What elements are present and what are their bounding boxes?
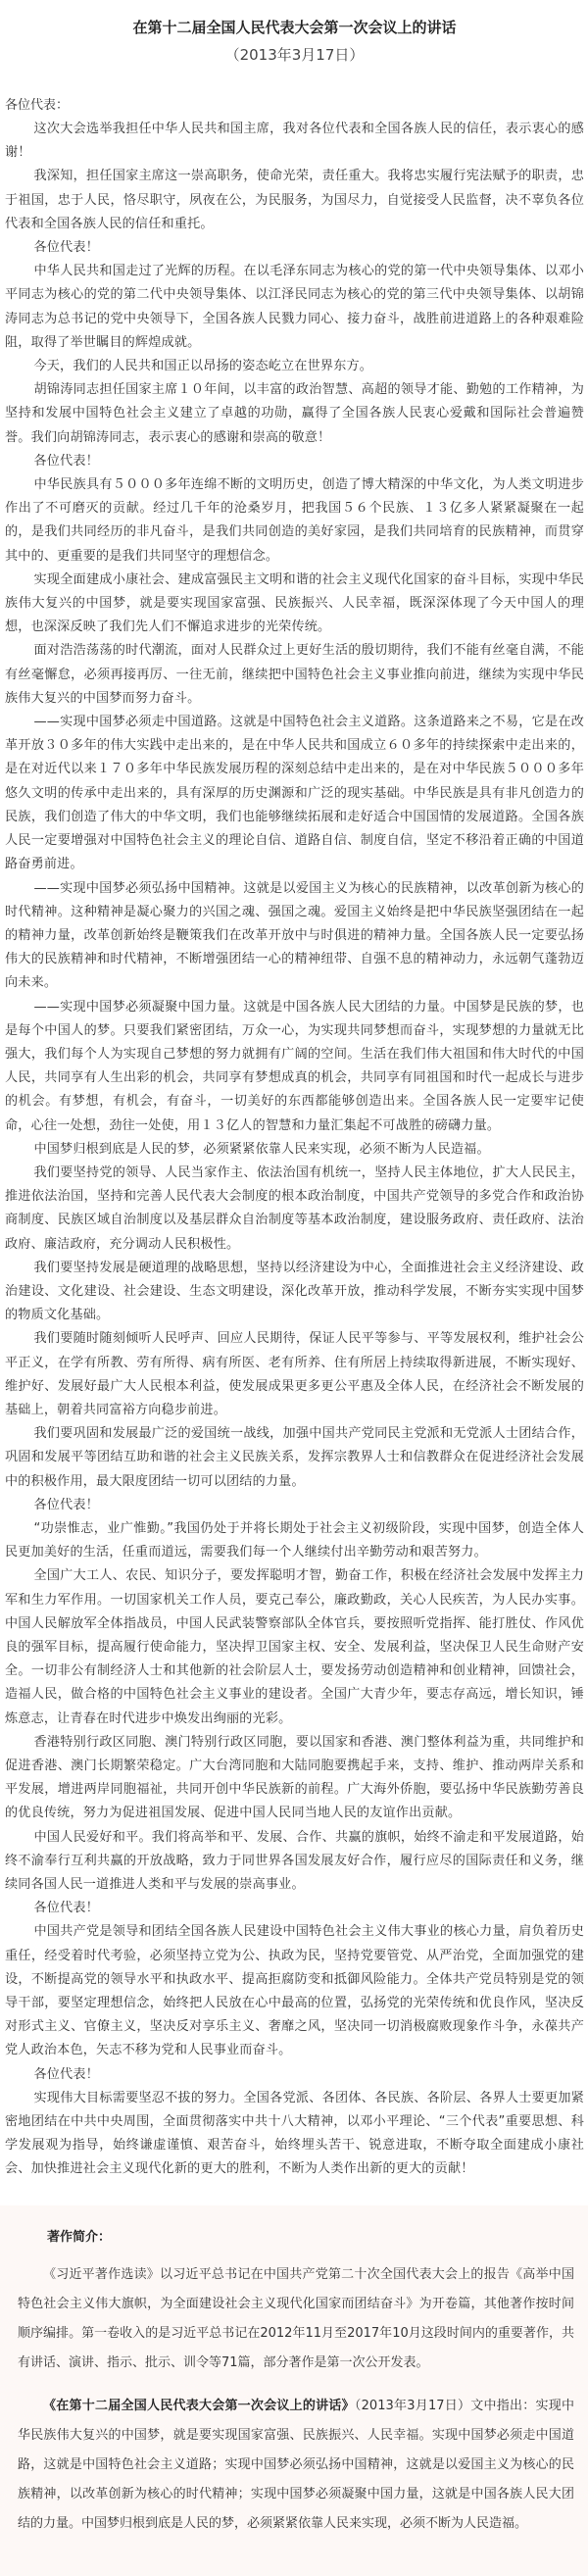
speech-body [5,118,584,2182]
intro-work-title: 《在第十二届全国人民代表大会第一次会议上的讲话》 [43,2398,355,2413]
paragraph: 胡锦涛同志担任国家主席１０年间，以丰富的政治智慧、高超的领导才能、勤勉的工作精神，为坚持和发展中国特色社会主义建立了卓越的功勋，赢得了全国各族人民衷心爱戴和国际社会普遍赞誉。我们向胡锦涛同志，表示衷心的感谢和崇高的敬意！ [5,382,584,445]
paragraph: 中国人民爱好和平。我们将高举和平、发展、合作、共赢的旗帜，始终不渝走和平发展道路，始终不渝奉行互利共赢的开放战略，致力于同世界各国发展友好合作，履行应尽的国际责任和义务，继续同各国人民一道推进人类和平与发展的崇高事业。 [5,1829,584,1893]
paragraph: 今天，我们的人民共和国正以昂扬的姿态屹立在世界东方。 [33,359,373,374]
paragraph: 这次大会选举我担任中华人民共和国主席，我对各位代表和全国各族人民的信任，表示衷心的感谢！ [5,122,584,161]
intro-summary-text: （2013年3月17日）文中指出：实现中华民族伟大复兴的中国梦，就是要实现国家富强、民族振兴、人民幸福。实现中国梦必须走中国道路，这就是中国特色社会主义道路；实现中国梦必须弘扬中国精神，这就是以爱国主义为核心的民族精神，以改革创新为核心的时代精神；实现中国梦必须凝聚中国力量，这就是中国各族人民大团结的力量。中国梦归根到底是人民的梦，必须紧紧依靠人民来实现，必须不断为人民造福。 [18,2398,574,2531]
paragraph: ——实现中国梦必须凝聚中国力量。这就是中国各族人民大团结的力量。中国梦是民族的梦，也是每个中国人的梦。只要我们紧密团结，万众一心，为实现共同梦想而奋斗，实现梦想的力量就无比强大，我们每个人为实现自己梦想的努力就拥有广阔的空间。生活在我们伟大祖国和伟大时代的中国人民，共同享有人生出彩的机会，共同享有梦想成真的机会，共同享有同祖国和时代一起成长与进步的机会。有梦想，有机会，有奋斗，一切美好的东西都能够创造出来。全国各族人民一定要牢记使命，心往一处想，劲往一处使，用１３亿人的智慧和力量汇集起不可战胜的磅礴力量。 [5,999,584,1133]
paragraph: 中国梦归根到底是人民的梦，必须紧紧依靠人民来实现，必须不断为人民造福。 [33,1141,490,1157]
paragraph: 面对浩浩荡荡的时代潮流，面对人民群众过上更好生活的殷切期待，我们不能有丝毫自满，不能有丝毫懈怠，必须再接再厉、一往无前，继续把中国特色社会主义事业推向前进，继续为实现中华民族伟大复兴的中国梦而努力奋斗。 [5,643,584,706]
paragraph: “功崇惟志，业广惟勤。”我国仍处于并将长期处于社会主义初级阶段，实现中国梦，创造全体人民更加美好的生活，任重而道远，需要我们每一个人继续付出辛勤劳动和艰苦努力。 [5,1520,584,1560]
paragraph: 我们要坚持党的领导、人民当家作主、依法治国有机统一，坚持人民主体地位，扩大人民民主，推进依法治国，坚持和完善人民代表大会制度的根本政治制度，中国共产党领导的多党合作和政治协商制度、民族区域自治制度以及基层群众自治制度等基本政治制度，建设服务政府、责任政府、法治政府、廉洁政府，充分调动人民积极性。 [5,1164,584,1252]
paragraph: 实现全面建成小康社会、建成富强民主文明和谐的社会主义现代化国家的奋斗目标，实现中华民族伟大复兴的中国梦，就是要实现国家富强、民族振兴、人民幸福，既深深体现了今天中国人的理想，也深深反映了我们先人们不懈追求进步的光荣传统。 [5,571,584,635]
paragraph: 香港特别行政区同胞、澳门特别行政区同胞，要以国家和香港、澳门整体利益为重，共同维护和促进香港、澳门长期繁荣稳定。广大台湾同胞和大陆同胞要携起手来，支持、维护、推动两岸关系和平发展，增进两岸同胞福祉，共同开创中华民族新的前程。广大海外侨胞，要弘扬中华民族勤劳善良的优良传统，努力为促进祖国发展、促进中国人民同当地人民的友谊作出贡献。 [5,1734,584,1821]
paragraph: 中华民族具有５０００多年连绵不断的文明历史，创造了博大精深的中华文化，为人类文明进步作出了不可磨灭的贡献。经过几千年的沧桑岁月，把我国５６个民族、１３亿多人紧紧凝聚在一起的，是我们共同经历的非凡奋斗，是我们共同创造的美好家园，是我们共同培育的民族精神，而贯穿其中的、更重要的是我们共同坚守的理想信念。 [5,477,584,564]
paragraph: 我们要巩固和发展最广泛的爱国统一战线，加强中国共产党同民主党派和无党派人士团结合作，巩固和发展平等团结互助和谐的社会主义民族关系，发挥宗教界人士和信教群众在促进经济社会发展中的积极作用，最大限度团结一切可以团结的力量。 [5,1426,584,1489]
paragraph: 各位代表！ [33,453,99,469]
document-title: 在第十二届全国人民代表大会第一次会议上的讲话 [132,19,457,36]
paragraph: ——实现中国梦必须弘扬中国精神。这就是以爱国主义为核心的民族精神，以改革创新为核心的时代精神。这种精神是凝心聚力的兴国之魂、强国之魂。爱国主义始终是把中华民族坚强团结在一起的精神力量，改革创新始终是鞭策我们在改革开放中与时俱进的精神力量。全国各族人民一定要弘扬伟大的民族精神和时代精神，不断增强团结一心的精神纽带、自强不息的精神动力，永远朝气蓬勃迈向未来。 [5,880,584,991]
work-introduction-box [0,2205,588,2576]
intro-summary-paragraph [18,2392,574,2539]
paragraph: ——实现中国梦必须走中国道路。这就是中国特色社会主义道路。这条道路来之不易，它是在改革开放３０多年的伟大实践中走出来的，是在中华人民共和国成立６０多年的持续探索中走出来的，是在对近代以来１７０多年中华民族发展历程的深刻总结中走出来的，是在对中华民族５０００多年悠久文明的传承中走出来的，具有深厚的历史渊源和广泛的现实基础。中华民族是具有非凡创造力的民族，我们创造了伟大的中华文明，我们也能够继续拓展和走好适合中国国情的发展道路。全国各族人民一定要增强对中国特色社会主义的理论自信、道路自信、制度自信，坚定不移沿着正确的中国道路奋勇前进。 [5,715,584,872]
intro-paragraph: 《习近平著作选读》以习近平总书记在中国共产党第二十次全国代表大会上的报告《高举中国特色社会主义伟大旗帜，为全面建设社会主义现代化国家而团结奋斗》为开卷篇，其他著作按时间顺序编排。第一卷收入的是习近平总书记在2012年11月至2017年10月这段时间内的重要著作，共有讲话、演讲、指示、批示、训令等71篇，部分著作是第一次公开发表。 [18,2266,574,2370]
document-date: （2013年3月17日） [224,46,365,64]
paragraph: 各位代表！ [33,240,99,256]
paragraph: 我们要随时随刻倾听人民呼声、回应人民期待，保证人民平等参与、平等发展权利，维护社会公平正义，在学有所教、劳有所得、病有所医、老有所养、住有所居上持续取得新进展，不断实现好、维护好、发展好最广大人民根本利益，使发展成果更多更公平惠及全体人民，在经济社会不断发展的基础上，朝着共同富裕方向稳步前进。 [5,1331,584,1417]
paragraph: 各位代表！ [33,2066,99,2082]
paragraph: 全国广大工人、农民、知识分子，要发挥聪明才智，勤奋工作，积极在经济社会发展中发挥主力军和生力军作用。一切国家机关工作人员，要克己奉公，廉政勤政，关心人民疾苦，为人民办实事。中国人民解放军全体指战员，中国人民武装警察部队全体官兵，要按照听党指挥、能打胜仗、作风优良的强军目标，提高履行使命能力，坚决捍卫国家主权、安全、发展利益，坚决保卫人民生命财产安全。一切非公有制经济人士和其他新的社会阶层人士，要发扬劳动创造精神和创业精神，回馈社会，造福人民，做合格的中国特色社会主义事业的建设者。全国广大青少年，要志存高远，增长知识，锤炼意志，让青春在时代进步中焕发出绚丽的光彩。 [5,1568,584,1726]
paragraph: 各位代表！ [33,1901,99,1916]
salutation: 各位代表： [5,98,70,113]
paragraph: 我深知，担任国家主席这一崇高职务，使命光荣，责任重大。我将忠实履行宪法赋予的职责，忠于祖国，忠于人民，恪尽职守，夙夜在公，为民服务，为国尽力，自觉接受人民监督，决不辜负各位代表和全国各族人民的信任和重托。 [5,169,584,231]
paragraph: 各位代表！ [33,1497,99,1512]
intro-heading: 著作简介： [47,2229,112,2245]
paragraph: 实现伟大目标需要坚忍不拔的努力。全国各党派、各团体、各民族、各阶层、各界人士要更加紧密地团结在中共中央周围，全面贯彻落实中共十八大精神，以邓小平理论、“三个代表”重要思想、科学发展观为指导，始终谦虚谨慎、艰苦奋斗，始终埋头苦干、锐意进取，不断夺取全面建成小康社会、加快推进社会主义现代化新的更大的胜利，不断为人类作出新的更大的贡献！ [5,2090,584,2177]
paragraph: 中华人民共和国走过了光辉的历程。在以毛泽东同志为核心的党的第一代中央领导集体、以邓小平同志为核心的党的第二代中央领导集体、以江泽民同志为核心的党的第三代中央领导集体、以胡锦涛同志为总书记的党中央领导下，全国各族人民戮力同心、接力奋斗，战胜前进道路上的各种艰难险阻，取得了举世瞩目的辉煌成就。 [5,264,584,350]
paragraph: 中国共产党是领导和团结全国各族人民建设中国特色社会主义伟大事业的核心力量，肩负着历史重任，经受着时代考验，必须坚持立党为公、执政为民，坚持党要管党、从严治党，全面加强党的建设，不断提高党的领导水平和执政水平、提高拒腐防变和抵御风险能力。全体共产党员特别是党的领导干部，要坚定理想信念，始终把人民放在心中最高的位置，弘扬党的光荣传统和优良作风，坚决反对形式主义、官僚主义，坚决反对享乐主义、奢靡之风，坚决同一切消极腐败现象作斗争，永葆共产党人政治本色，矢志不移为党和人民事业而奋斗。 [5,1924,584,2058]
paragraph: 我们要坚持发展是硬道理的战略思想，坚持以经济建设为中心，全面推进社会主义经济建设、政治建设、文化建设、社会建设、生态文明建设，深化改革开放，推动科学发展，不断夯实实现中国梦的物质文化基础。 [5,1260,584,1323]
